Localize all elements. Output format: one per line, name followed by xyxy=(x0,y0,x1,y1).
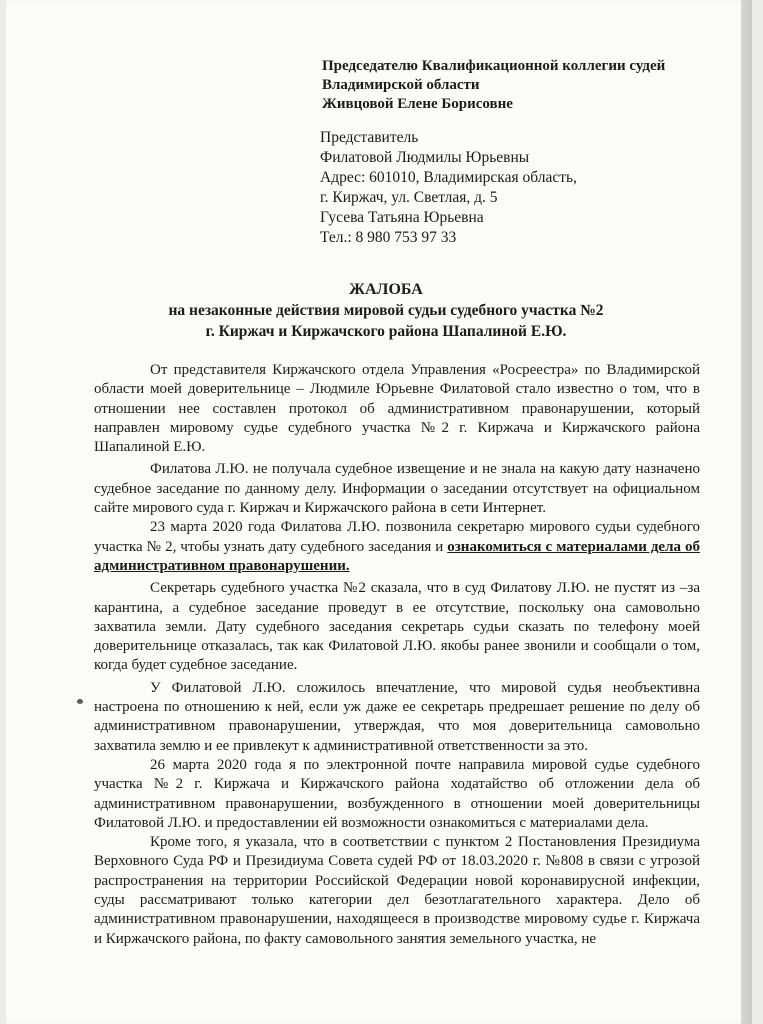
sender-line: г. Киржач, ул. Светлая, д. 5 xyxy=(320,189,498,206)
paragraph xyxy=(94,518,700,576)
sender-line: Тел.: 8 980 753 97 33 xyxy=(320,229,457,246)
complaint-body xyxy=(94,361,700,949)
document-page xyxy=(6,0,752,1024)
paragraph-text: 23 марта 2020 года Филатова Л.Ю. позвонила секретарю мирового судьи судебного участка № 2, чтобы узнать дату судебного заседания и xyxy=(94,519,700,555)
paragraph: Кроме того, я указала, что в соответствии с пунктом 2 Постановления Президиума Верховного Суда РФ и Президиума Совета судей РФ от 18.03.2020 г. №808 в связи с угрозой распространения на территории Российской Федерации новой коронавирусной инфекции, суды рассматривают только категории дел безотлагательного характера. Дело об административном правонарушении, находящееся в производстве мировому судье г. Киржача и Киржачского района, по факту самовольного занятия земельного участка, не xyxy=(94,834,700,947)
page-edge-shadow xyxy=(741,0,752,1024)
paragraph: От представителя Киржачского отдела Управления «Росреестра» по Владимирской области моей доверительнице – Людмиле Юрьевне Филатовой стало известно о том, что в отношении нее составлен протокол об административном правонарушении, который направлен мировому судье судебного участка №2 г. Киржача и Киржачского района Шапалиной Е.Ю. xyxy=(94,362,700,456)
addressee-block xyxy=(322,57,665,114)
paragraph: Секретарь судебного участка №2 сказала, что в суд Филатову Л.Ю. не пустят из –за карантина, а судебное заседание проведут в ее отсутствие, поскольку она самовольно захватила земли. Дату судебного заседания секретарь судьи сказать по телефону моей доверительнице отказалась, так как Филатовой Л.Ю. якобы ранее звонили и сообщали о том, когда будет судебное заседание. xyxy=(94,580,700,674)
paragraph: 26 марта 2020 года я по электронной почте направила мировой судье судебного участка №2 г. Киржача и Киржачского района ходатайство об отложении дела об административном правонарушении, возбужденного в отношении моей доверительницы Филатовой Л.Ю. и предоставлении ей возможности ознакомиться с материалами дела. xyxy=(94,756,700,831)
document-title: ЖАЛОБА xyxy=(349,281,423,298)
heading-subtitle-line: на незаконные действия мировой судьи судебного участка №2 xyxy=(168,302,604,319)
sender-line: Представитель xyxy=(320,129,419,146)
paragraph: Филатова Л.Ю. не получала судебное извещение и не знала на какую дату назначено судебное заседание по данному делу. Информации о заседании отсутствует на официальном сайте мирового суда г. Киржач и Киржачского района в сети Интернет. xyxy=(94,461,700,517)
addressee-line: Живцовой Елене Борисовне xyxy=(322,96,513,112)
sender-line: Филатовой Людмилы Юрьевны xyxy=(320,149,530,166)
heading-subtitle-line: г. Киржач и Киржачского района Шапалиной Е.Ю. xyxy=(205,323,567,340)
ink-stain xyxy=(77,699,83,704)
paragraph: У Филатовой Л.Ю. сложилось впечатление, что мировой судья необъективна настроена по отношению к ней, если уж даже ее секретарь предрешает решение по делу об административном правонарушении, утверждая, что моя доверительница самовольно захватила землю и ее привлекут к административной ответственности за это. xyxy=(94,679,700,754)
sender-line: Адрес: 601010, Владимирская область, xyxy=(320,169,577,186)
sender-block xyxy=(320,128,577,248)
sender-line: Гусева Татьяна Юрьевна xyxy=(320,209,484,226)
document-heading xyxy=(156,279,616,342)
addressee-line: Председателю Квалификационной коллегии судей xyxy=(322,58,666,74)
addressee-line: Владимирской области xyxy=(322,77,480,93)
emphasized-text: ознакомиться с материалами дела об административном правонарушении. xyxy=(94,538,700,574)
